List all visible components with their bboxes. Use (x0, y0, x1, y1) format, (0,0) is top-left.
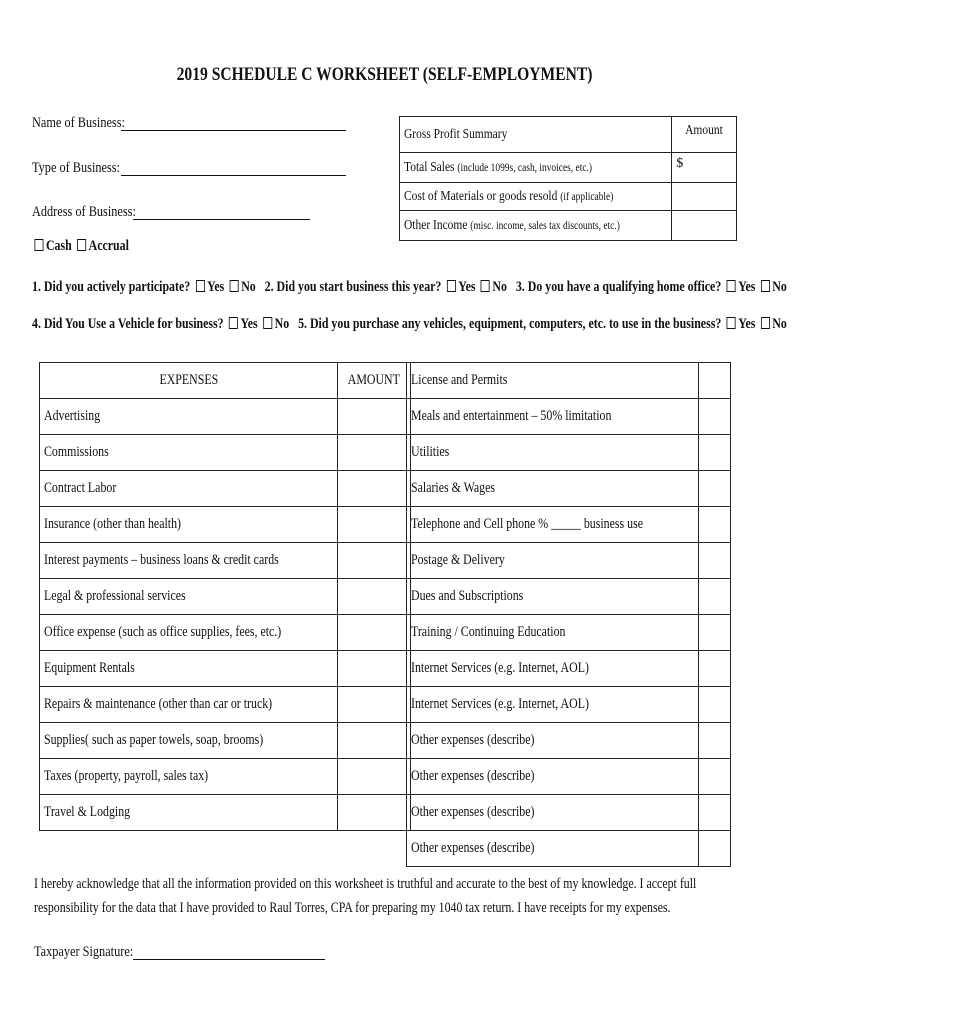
expense-amount-field[interactable] (338, 471, 411, 507)
expenses-amount-header: AMOUNT (338, 363, 411, 399)
expense-amount-field[interactable] (338, 723, 411, 759)
expense-label: Interest payments – business loans & credit cards (40, 543, 338, 579)
q5-yes-label: Yes (738, 316, 756, 332)
expense-amount-field[interactable] (698, 363, 730, 399)
question-3: 3. Do you have a qualifying home office? (515, 279, 722, 295)
expense-row (40, 435, 411, 471)
questions-row-2 (32, 316, 953, 333)
q4-yes-checkbox[interactable] (229, 317, 238, 329)
expense-label: Other expenses (describe) (407, 831, 699, 867)
expense-amount-field[interactable] (698, 543, 730, 579)
expense-row (40, 723, 411, 759)
expense-amount-field[interactable] (338, 435, 411, 471)
expense-amount-field[interactable] (698, 651, 730, 687)
question-1: 1. Did you actively participate? (32, 279, 191, 295)
expense-row (40, 543, 411, 579)
expense-label: Repairs & maintenance (other than car or truck) (40, 687, 338, 723)
q4-yes-label: Yes (240, 316, 258, 332)
expense-label: Other expenses (describe) (407, 795, 699, 831)
business-address-label: Address of Business: (32, 204, 136, 220)
expense-row (40, 507, 411, 543)
cash-label: Cash (45, 238, 72, 254)
q4-no-label: No (274, 316, 290, 332)
signature-label: Taxpayer Signature: (34, 944, 134, 960)
expense-label: Internet Services (e.g. Internet, AOL) (407, 651, 699, 687)
expense-row (407, 507, 731, 543)
expense-row (40, 687, 411, 723)
expense-label: Advertising (40, 399, 338, 435)
q2-no-checkbox[interactable] (481, 280, 490, 292)
cost-of-materials-amount[interactable] (672, 183, 737, 211)
expense-label: Internet Services (e.g. Internet, AOL) (407, 687, 699, 723)
business-type-label: Type of Business: (32, 160, 120, 176)
business-address-field[interactable] (133, 219, 310, 220)
expense-row (40, 759, 411, 795)
q3-no-label: No (772, 279, 787, 295)
expense-amount-field[interactable] (338, 687, 411, 723)
expense-label: License and Permits (407, 363, 699, 399)
q1-yes-label: Yes (207, 279, 225, 295)
accounting-method (32, 238, 150, 255)
expense-row (407, 831, 731, 867)
expense-row (407, 723, 731, 759)
q5-yes-checkbox[interactable] (727, 317, 736, 329)
expense-amount-field[interactable] (698, 579, 730, 615)
expense-row (407, 471, 731, 507)
q1-no-label: No (241, 279, 256, 295)
gross-profit-row (400, 211, 737, 241)
expense-label: Travel & Lodging (40, 795, 338, 831)
expense-row (40, 471, 411, 507)
expense-label: Meals and entertainment – 50% limitation (407, 399, 699, 435)
expense-label: Supplies( such as paper towels, soap, brooms) (40, 723, 338, 759)
expense-label: Office expense (such as office supplies, fees, etc.) (40, 615, 338, 651)
expenses-table-right (406, 362, 731, 867)
business-type-field[interactable] (121, 175, 346, 176)
expense-label: Contract Labor (40, 471, 338, 507)
expense-amount-field[interactable] (338, 795, 411, 831)
expense-label: Utilities (407, 435, 699, 471)
cost-of-materials-label: Cost of Materials or goods resold (if applicable) (400, 183, 672, 211)
expense-row (40, 615, 411, 651)
expense-row (407, 795, 731, 831)
q1-yes-checkbox[interactable] (196, 280, 205, 292)
expense-label: Insurance (other than health) (40, 507, 338, 543)
question-2: 2. Did you start business this year? (264, 279, 442, 295)
expense-row (407, 687, 731, 723)
gross-profit-row (400, 183, 737, 211)
signature-field[interactable] (133, 959, 325, 960)
questions-row-1 (32, 279, 953, 296)
expense-label: Taxes (property, payroll, sales tax) (40, 759, 338, 795)
expense-amount-field[interactable] (338, 579, 411, 615)
expense-label: Legal & professional services (40, 579, 338, 615)
other-income-label: Other Income (misc. income, sales tax discounts, etc.) (400, 211, 672, 241)
acknowledgement-text: I hereby acknowledge that all the information provided on this worksheet is truthful and accurate to the best of my knowledge. I accept full responsibility for the data that I have provided to Raul Torres, CPA for preparing my 1040 tax return. I have receipts for my expenses. (34, 876, 697, 916)
expense-amount-field[interactable] (338, 507, 411, 543)
expenses-header: EXPENSES (40, 363, 338, 399)
expense-amount-field[interactable] (698, 435, 730, 471)
gross-profit-header-row (400, 117, 737, 153)
expenses-header-row (40, 363, 411, 399)
accrual-label: Accrual (88, 238, 129, 254)
gross-profit-header: Gross Profit Summary (400, 117, 672, 153)
expense-amount-field[interactable] (698, 471, 730, 507)
expense-row (407, 651, 731, 687)
expense-label: Dues and Subscriptions (407, 579, 699, 615)
accrual-checkbox[interactable] (77, 239, 86, 251)
page-title: 2019 SCHEDULE C WORKSHEET (SELF-EMPLOYMENT) (177, 64, 593, 85)
gross-profit-row (400, 153, 737, 183)
gross-profit-table (399, 116, 737, 241)
expense-amount-field[interactable] (338, 615, 411, 651)
expense-label: Other expenses (describe) (407, 759, 699, 795)
expense-label: Training / Continuing Education (407, 615, 699, 651)
expense-row (407, 399, 731, 435)
expense-label: Commissions (40, 435, 338, 471)
expense-row (407, 363, 731, 399)
expense-row (40, 795, 411, 831)
q2-no-label: No (492, 279, 507, 295)
expense-amount-field[interactable] (698, 399, 730, 435)
q1-no-checkbox[interactable] (230, 280, 239, 292)
expense-amount-field[interactable] (338, 399, 411, 435)
total-sales-amount[interactable]: $ (672, 153, 737, 183)
expense-label: Telephone and Cell phone % _____ business use (407, 507, 699, 543)
total-sales-label: Total Sales (include 1099s, cash, invoices, etc.) (400, 153, 672, 183)
question-5: 5. Did you purchase any vehicles, equipment, computers, etc. to use in the business? (298, 316, 722, 332)
expense-amount-field[interactable] (338, 651, 411, 687)
q2-yes-checkbox[interactable] (447, 280, 456, 292)
expense-row (407, 543, 731, 579)
q5-no-checkbox[interactable] (761, 317, 770, 329)
cash-checkbox[interactable] (34, 239, 43, 251)
expenses-table-left (39, 362, 411, 831)
expense-amount-field[interactable] (698, 795, 730, 831)
expense-amount-field[interactable] (698, 759, 730, 795)
q3-yes-label: Yes (738, 279, 756, 295)
expense-amount-field[interactable] (338, 759, 411, 795)
gross-profit-amount-header: Amount (672, 117, 737, 153)
expense-row (407, 579, 731, 615)
expense-amount-field[interactable] (698, 507, 730, 543)
expense-amount-field[interactable] (698, 831, 730, 867)
expense-row (40, 651, 411, 687)
q4-no-checkbox[interactable] (263, 317, 272, 329)
expense-row (407, 615, 731, 651)
question-4: 4. Did You Use a Vehicle for business? (32, 316, 224, 332)
other-income-amount[interactable] (672, 211, 737, 241)
expense-label: Salaries & Wages (407, 471, 699, 507)
expense-row (40, 579, 411, 615)
expense-row (40, 399, 411, 435)
expense-label: Equipment Rentals (40, 651, 338, 687)
expense-row (407, 435, 731, 471)
expense-amount-field[interactable] (698, 723, 730, 759)
q3-yes-checkbox[interactable] (727, 280, 736, 292)
q2-yes-label: Yes (458, 279, 476, 295)
expense-amount-field[interactable] (698, 687, 730, 723)
expense-label: Postage & Delivery (407, 543, 699, 579)
business-name-label: Name of Business: (32, 115, 125, 131)
expense-label: Other expenses (describe) (407, 723, 699, 759)
expense-amount-field[interactable] (338, 543, 411, 579)
q5-no-label: No (772, 316, 787, 332)
q3-no-checkbox[interactable] (761, 280, 770, 292)
expense-row (407, 759, 731, 795)
business-name-field[interactable] (121, 130, 346, 131)
expense-amount-field[interactable] (698, 615, 730, 651)
